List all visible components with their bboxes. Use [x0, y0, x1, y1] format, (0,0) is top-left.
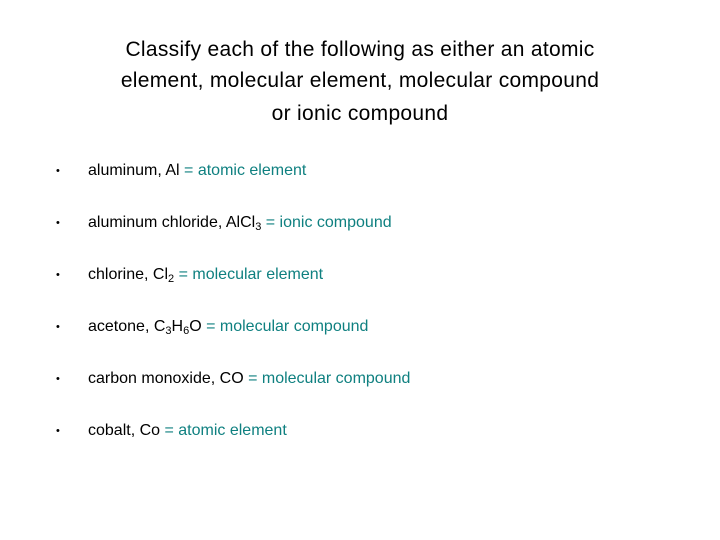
- bullet-icon: •: [56, 425, 60, 437]
- list-item: [56, 211, 696, 263]
- bullet-icon: •: [56, 373, 60, 385]
- classification-answer: atomic element: [178, 422, 287, 439]
- title-line-2: element, molecular element, molecular compound: [120, 69, 600, 92]
- formula-subscript: 2: [168, 273, 175, 285]
- classification-list: [56, 159, 696, 471]
- bullet-icon: •: [56, 321, 60, 333]
- classification-answer: atomic element: [197, 162, 307, 179]
- equals-sign: =: [261, 214, 280, 231]
- title-line-1: Classify each of the following as either an atomic: [125, 38, 595, 61]
- classification-answer: molecular element: [192, 266, 324, 283]
- substance-name: aluminum, Al: [88, 162, 180, 179]
- list-item: [56, 315, 696, 367]
- bullet-icon: •: [56, 165, 60, 177]
- list-item: [56, 367, 696, 419]
- formula-element: O: [189, 318, 202, 335]
- slide-title: [40, 34, 680, 96]
- item-text: [88, 419, 287, 443]
- item-text: [88, 263, 323, 287]
- equals-sign: =: [201, 318, 220, 335]
- formula-subscript: 3: [255, 221, 262, 233]
- title-line-3: or ionic compound: [271, 102, 449, 125]
- substance-name: cobalt, Co: [88, 422, 161, 439]
- bullet-icon: •: [56, 269, 60, 281]
- substance-name: aluminum chloride, AlCl: [88, 214, 256, 231]
- formula-element: H: [171, 318, 184, 335]
- list-item: [56, 419, 696, 471]
- classification-answer: ionic compound: [279, 214, 392, 231]
- list-item: [56, 159, 696, 211]
- equals-sign: =: [174, 266, 193, 283]
- item-text: [88, 211, 392, 235]
- formula-subscript: 6: [183, 325, 190, 337]
- item-text: [88, 367, 410, 391]
- classification-answer: molecular compound: [219, 318, 369, 335]
- substance-name: acetone, C: [88, 318, 166, 335]
- equals-sign: =: [179, 162, 198, 179]
- equals-sign: =: [243, 370, 262, 387]
- classification-answer: molecular compound: [261, 370, 411, 387]
- bullet-icon: •: [56, 217, 60, 229]
- equals-sign: =: [160, 422, 179, 439]
- substance-name: carbon monoxide, CO: [88, 370, 244, 387]
- item-text: [88, 159, 306, 183]
- list-item: [56, 263, 696, 315]
- item-text: [88, 315, 368, 339]
- formula-subscript: 3: [165, 325, 172, 337]
- substance-name: chlorine, Cl: [88, 266, 169, 283]
